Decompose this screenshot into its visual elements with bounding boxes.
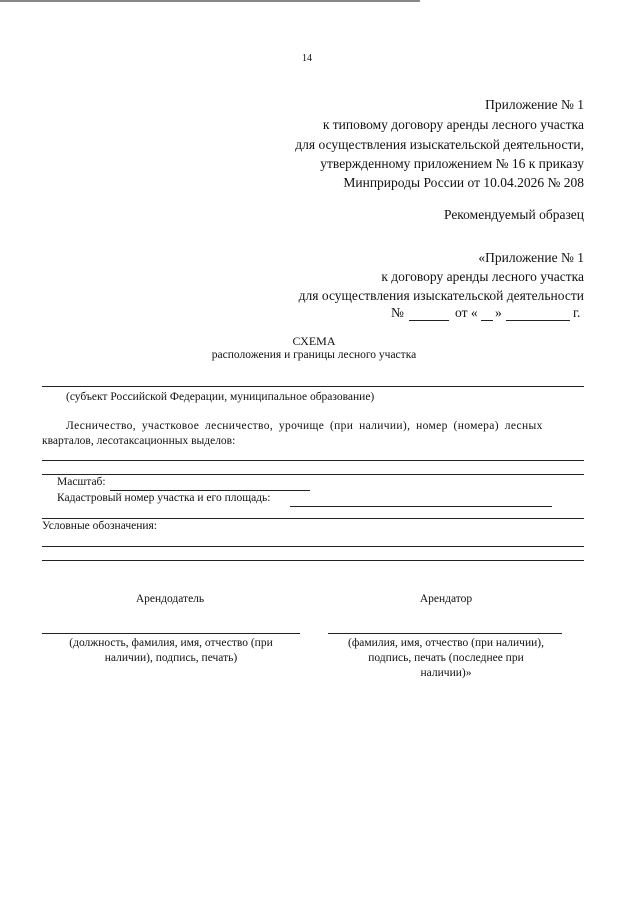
forestry-text-line: Лесничество, участковое лесничество, урочище (при наличии), номер (номера) лесных — [66, 420, 543, 432]
scale-blank — [110, 490, 310, 491]
recommended-sample: Рекомендуемый образец — [443, 207, 584, 222]
lessee-caption-line: (фамилия, имя, отчество (при наличии), — [348, 637, 544, 649]
month-blank — [506, 320, 570, 321]
day-blank — [481, 320, 493, 321]
lessor-signature-line — [42, 633, 300, 634]
legend-label: Условные обозначения: — [42, 520, 158, 532]
lessor-title: Арендодатель — [135, 593, 205, 605]
scheme-subtitle: расположения и границы лесного участка — [211, 349, 417, 361]
inner-appendix-line: «Приложение № 1 — [478, 250, 584, 265]
subject-line — [42, 386, 584, 387]
lessee-caption-line: подпись, печать (последнее при — [368, 652, 524, 664]
quote-close: » — [495, 305, 502, 320]
scheme-title: СХЕМА — [292, 334, 336, 348]
cadastral-fill-line — [42, 518, 584, 519]
appendix-header-line: Приложение № 1 — [485, 97, 584, 112]
year-suffix: г. — [573, 305, 581, 320]
forestry-fill-line — [42, 474, 584, 475]
lessee-signature-line — [328, 633, 562, 634]
from-label: от « — [455, 305, 478, 320]
appendix-header-line: утвержденному приложением № 16 к приказу — [320, 156, 584, 171]
appendix-header-line: для осуществления изыскательской деятельности, — [295, 137, 584, 152]
forestry-fill-line — [42, 460, 584, 461]
scan-top-edge — [0, 0, 420, 2]
number-blank — [409, 320, 449, 321]
scale-label: Масштаб: — [57, 476, 106, 488]
subject-caption: (субъект Российской Федерации, муниципальное образование) — [66, 391, 375, 403]
appendix-header-line: к типовому договору аренды лесного участка — [322, 117, 584, 132]
lessor-caption-line: (должность, фамилия, имя, отчество (при — [69, 637, 273, 649]
appendix-header-line: Минприроды России от 10.04.2026 № 208 — [343, 175, 584, 190]
inner-appendix-line: к договору аренды лесного участка — [381, 269, 584, 284]
cadastral-blank — [290, 506, 552, 507]
inner-appendix-line: для осуществления изыскательской деятельности — [298, 288, 584, 303]
legend-fill-line — [42, 560, 584, 561]
forestry-text-line: кварталов, лесотаксационных выделов: — [42, 435, 236, 447]
lessor-caption-line: наличии), подпись, печать) — [104, 652, 238, 664]
page-number: 14 — [302, 53, 312, 64]
legend-fill-line — [42, 546, 584, 547]
cadastral-label: Кадастровый номер участка и его площадь: — [57, 492, 271, 504]
lessee-title: Арендатор — [419, 593, 473, 605]
number-sign: № — [391, 305, 404, 320]
lessee-caption-line: наличии)» — [420, 667, 472, 679]
